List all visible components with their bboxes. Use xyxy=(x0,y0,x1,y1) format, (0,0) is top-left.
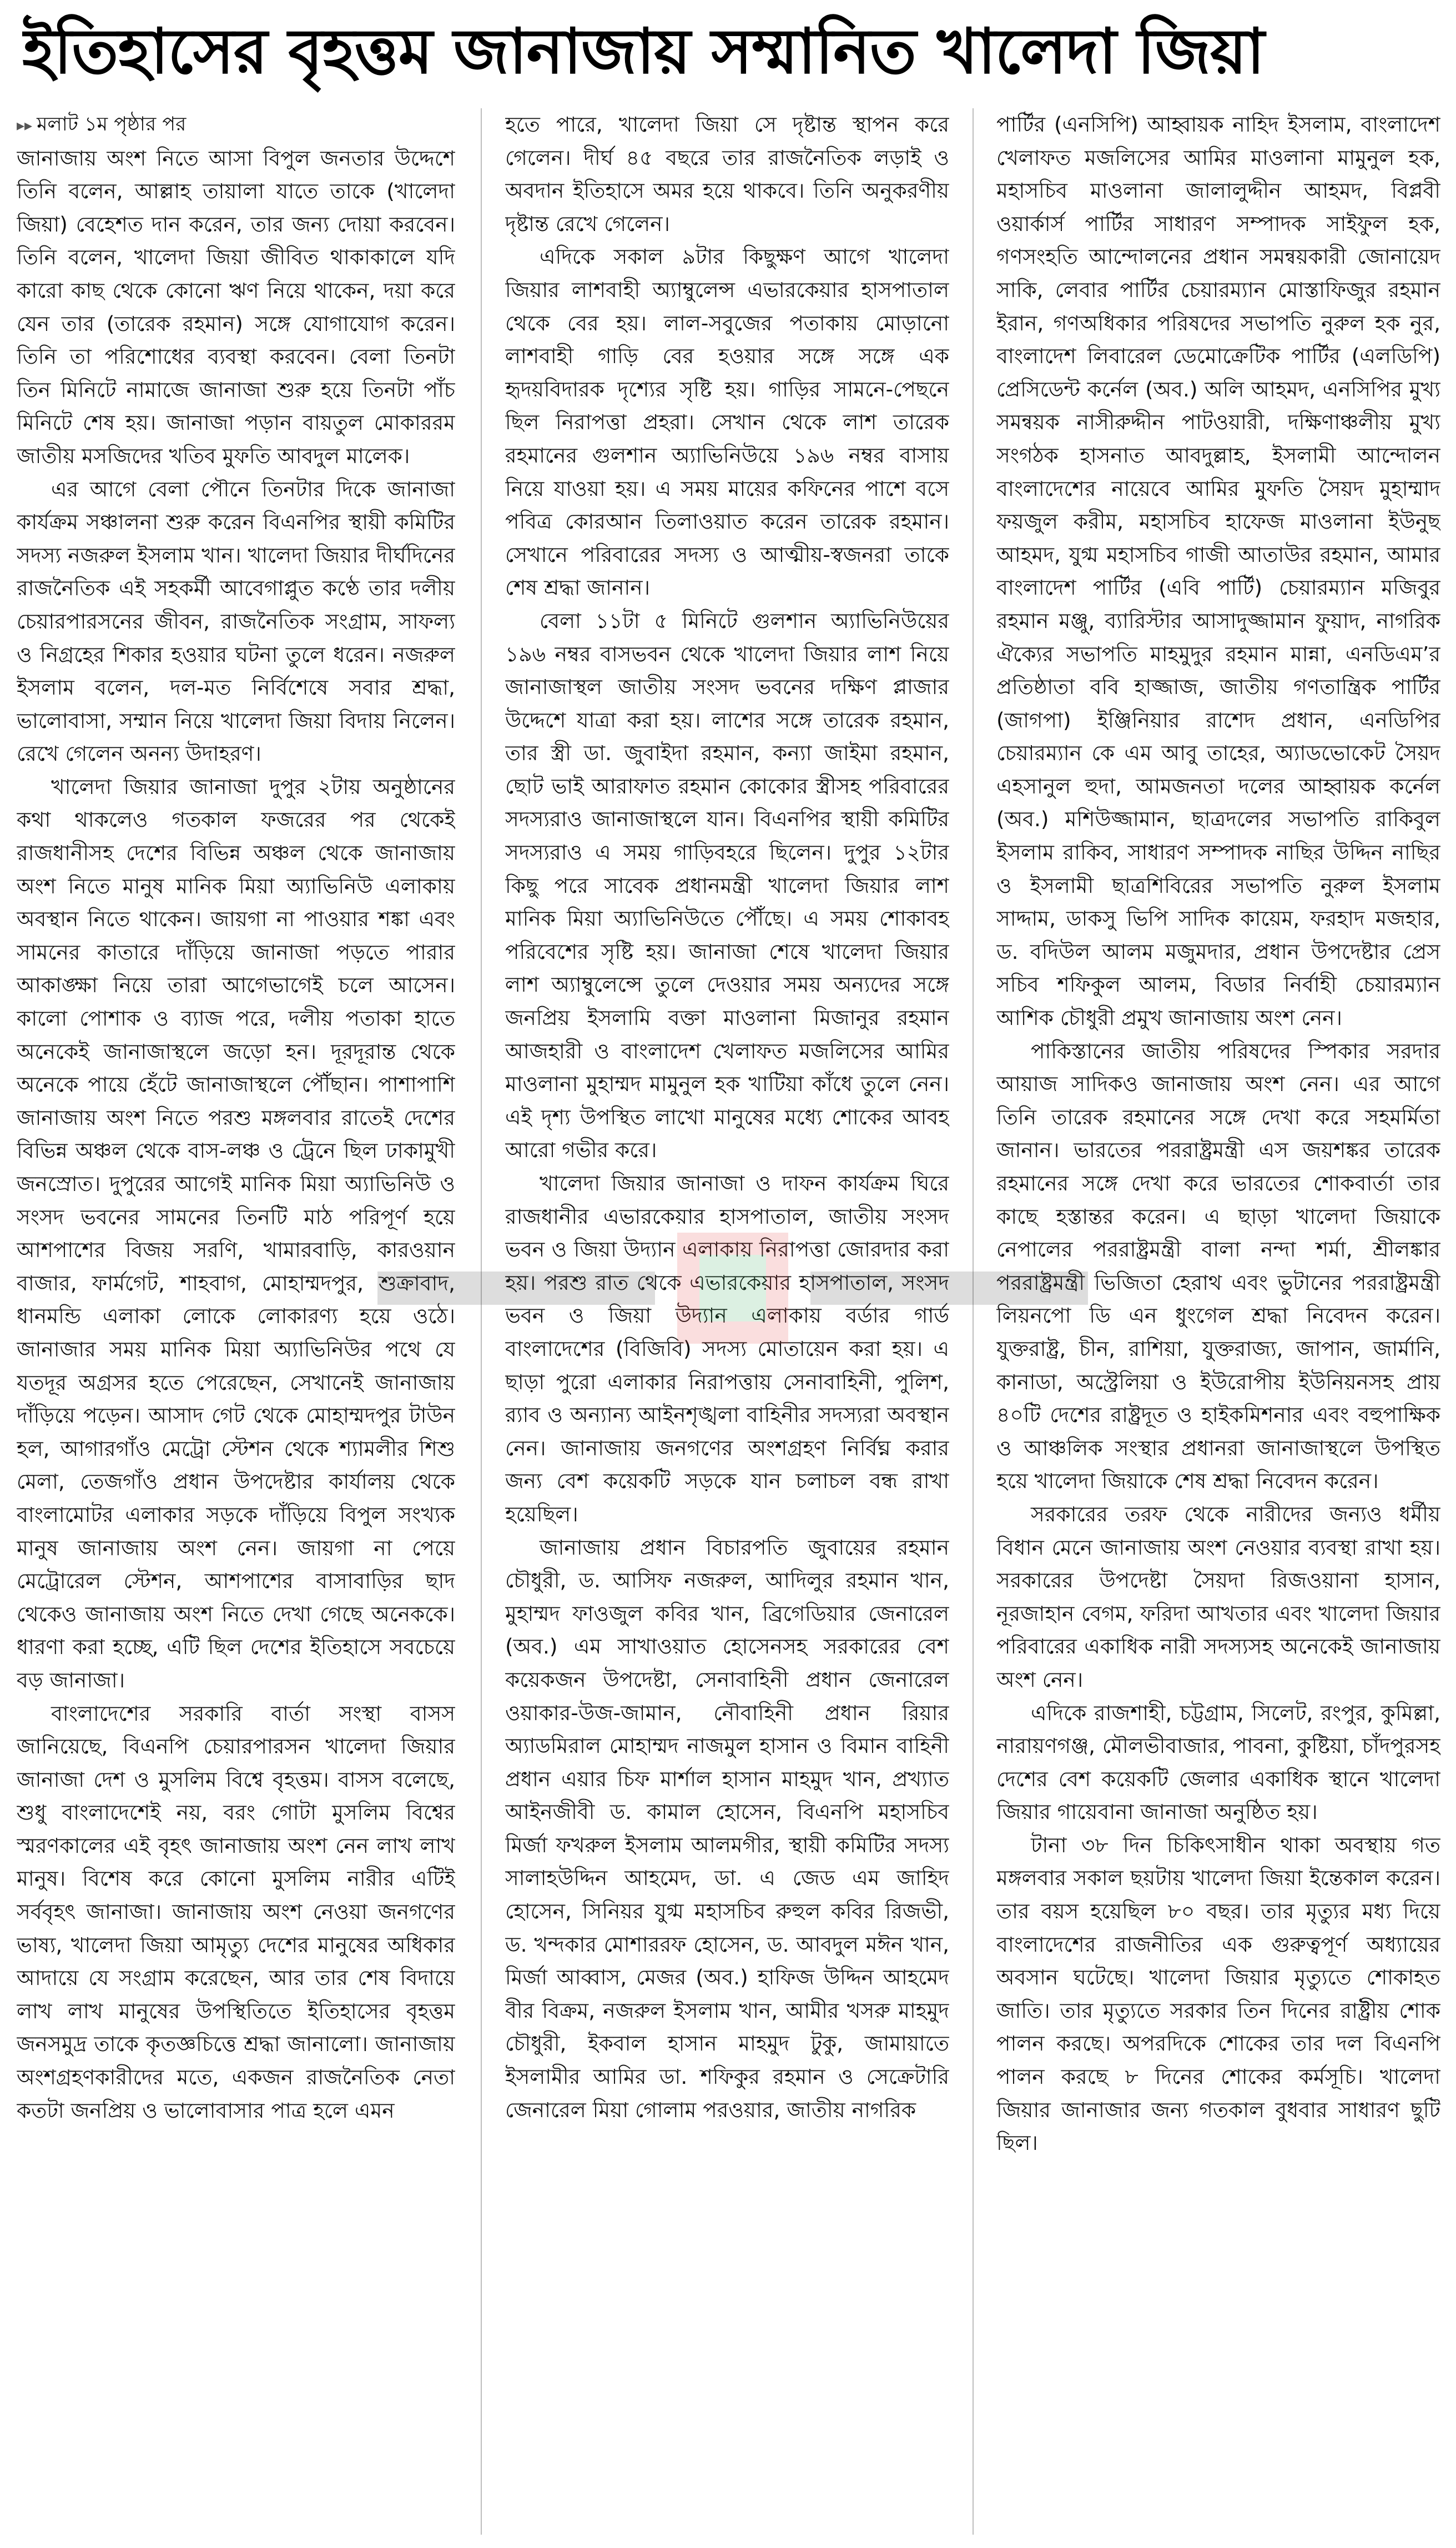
paragraph: এদিকে রাজশাহী, চট্টগ্রাম, সিলেট, রংপুর, কুমিল্লা, নারায়ণগঞ্জ, মৌলভীবাজার, পাবনা, কুষ্টিয়া, চাঁদপুরসহ দেশের বেশ কয়েকটি জেলার একাধিক স্থানে খালেদা জিয়ার গায়েবানা জানাজা অনুষ্ঠিত হয়। xyxy=(996,1700,1440,1825)
paragraph: খালেদা জিয়ার জানাজা দুপুর ২টায় অনুষ্ঠানের কথা থাকলেও গতকাল ফজরের পর থেকেই রাজধানীসহ দেশের বিভিন্ন অঞ্চল থেকে জানাজায় অংশ নিতে মানুষ মানিক মিয়া অ্যাভিনিউ এলাকায় অবস্থান নিতে থাকেন। জায়গা না পাওয়ার শঙ্কা এবং সামনের কাতারে দাঁড়িয়ে জানাজা পড়তে পারার আকাঙ্ক্ষা নিয়ে তারা আগেভাগেই চলে আসেন। কালো পোশাক ও ব্যাজ পরে, দলীয় পতাকা হাতে অনেকেই জানাজাস্থলে জড়ো হন। দূরদূরান্ত থেকে অনেকে পায়ে হেঁটে জানাজাস্থলে পৌঁছান। পাশাপাশি জানাজায় অংশ নিতে পরশু মঙ্গলবার রাতেই দেশের বিভিন্ন অঞ্চল থেকে বাস-লঞ্চ ও ট্রেনে ছিল ঢাকামুখী জনস্রোত। দুপুরের আগেই মানিক মিয়া অ্যাভিনিউ ও সংসদ ভবনের সামনের তিনটি মাঠ পরিপূর্ণ হয়ে আশপাশের বিজয় সরণি, খামারবাড়ি, কারওয়ান বাজার, ফার্মগেট, শাহবাগ, মোহাম্মদপুর, শুক্রাবাদ, ধানমন্ডি এলাকা লোকে লোকারণ্য হয়ে ওঠে। জানাজার সময় মানিক মিয়া অ্যাভিনিউর পথে যে যতদূর অগ্রসর হতে পেরেছেন, সেখানেই জানাজায় দাঁড়িয়ে পড়েন। আসাদ গেট থেকে মোহাম্মদপুর টাউন হল, আগারগাঁও মেট্রো স্টেশন থেকে শ্যামলীর শিশু মেলা, তেজগাঁও প্রধান উপদেষ্টার কার্যালয় থেকে বাংলামোটর এলাকার সড়কে দাঁড়িয়ে বিপুল সংখ্যক মানুষ জানাজায় অংশ নেন। জায়গা না পেয়ে মেট্রোরেল স্টেশন, আশপাশের বাসাবাড়ির ছাদ থেকেও জানাজায় অংশ নিতে দেখা গেছে অনেককে। ধারণা করা হচ্ছে, এটি ছিল দেশের ইতিহাসে সবচেয়ে বড় জানাজা। xyxy=(17,774,455,1692)
paragraph: বেলা ১১টা ৫ মিনিটে গুলশান অ্যাভিনিউয়ের ১৯৬ নম্বর বাসভবন থেকে খালেদা জিয়ার লাশ নিয়ে জানাজাস্থল জাতীয় সংসদ ভবনের দক্ষিণ প্লাজার উদ্দেশে যাত্রা করা হয়। লাশের সঙ্গে তারেক রহমান, তার স্ত্রী ডা. জুবাইদা রহমান, কন্যা জাইমা রহমান, ছোট ভাই আরাফাত রহমান কোকোর স্ত্রীসহ পরিবারের সদস্যরাও জানাজাস্থলে যান। বিএনপির স্থায়ী কমিটির সদস্যরাও এ সময় গাড়িবহরে ছিলেন। দুপুর ১২টার কিছু পরে সাবেক প্রধানমন্ত্রী খালেদা জিয়ার লাশ মানিক মিয়া অ্যাভিনিউতে পৌঁছে। এ সময় শোকাবহ পরিবেশের সৃষ্টি হয়। জানাজা শেষে খালেদা জিয়ার লাশ অ্যাম্বুলেন্সে তুলে দেওয়ার সময় অন্যদের সঙ্গে জনপ্রিয় ইসলামি বক্তা মাওলানা মিজানুর রহমান আজহারী ও বাংলাদেশ খেলাফত মজলিসের আমির মাওলানা মুহাম্মদ মামুনুল হক খাটিয়া কাঁধে তুলে নেন। এই দৃশ্য উপস্থিত লাখো মানুষের মধ্যে শোকের আবহ আরো গভীর করে। xyxy=(505,608,949,1163)
paragraph: পার্টির (এনসিপি) আহ্বায়ক নাহিদ ইসলাম, বাংলাদেশ খেলাফত মজলিসের আমির মাওলানা মামুনুল হক, মহাসচিব মাওলানা জালালুদ্দীন আহমদ, বিপ্লবী ওয়ার্কার্স পার্টির সাধারণ সম্পাদক সাইফুল হক, গণসংহতি আন্দোলনের প্রধান সমন্বয়কারী জোনায়েদ সাকি, লেবার পার্টির চেয়ারম্যান মোস্তাফিজুর রহমান ইরান, গণঅধিকার পরিষদের সভাপতি নুরুল হক নুর, বাংলাদেশ লিবারেল ডেমোক্রেটিক পার্টির (এলডিপি) প্রেসিডেন্ট কর্নেল (অব.) অলি আহমদ, এনসিপির মুখ্য সমন্বয়ক নাসীরুদ্দীন পাটওয়ারী, দক্ষিণাঞ্চলীয় মুখ্য সংগঠক হাসনাত আবদুল্লাহ, ইসলামী আন্দোলন বাংলাদেশের নায়েবে আমির মুফতি সৈয়দ মুহাম্মাদ ফয়জুল করীম, মহাসচিব হাফেজ মাওলানা ইউনুছ আহমদ, যুগ্ম মহাসচিব গাজী আতাউর রহমান, আমার বাংলাদেশ পার্টির (এবি পার্টি) চেয়ারম্যান মজিবুর রহমান মঞ্জু, ব্যারিস্টার আসাদুজ্জামান ফুয়াদ, নাগরিক ঐক্যের সভাপতি মাহমুদুর রহমান মান্না, এনডিএম’র প্রতিষ্ঠাতা ববি হাজ্জাজ, জাতীয় গণতান্ত্রিক পার্টির (জাগপা) ইঞ্জিনিয়ার রাশেদ প্রধান, এনডিপির চেয়ারম্যান কে এম আবু তাহের, অ্যাডভোকেট সৈয়দ এহসানুল হুদা, আমজনতা দলের আহ্বায়ক কর্নেল (অব.) মশিউজ্জামান, ছাত্রদলের সভাপতি রাকিবুল ইসলাম রাকিব, সাধারণ সম্পাদক নাছির উদ্দিন নাছির ও ইসলামী ছাত্রশিবিরের সভাপতি নুরুল ইসলাম সাদ্দাম, ডাকসু ভিপি সাদিক কায়েম, ফরহাদ মজহার, ড. বদিউল আলম মজুমদার, প্রধান উপদেষ্টার প্রেস সচিব শফিকুল আলম, বিডার নির্বাহী চেয়ারম্যান আশিক চৌধুরী প্রমুখ জানাজায় অংশ নেন। xyxy=(996,112,1440,1031)
paragraph: এদিকে সকাল ৯টার কিছুক্ষণ আগে খালেদা জিয়ার লাশবাহী অ্যাম্বুলেন্স এভারকেয়ার হাসপাতাল থেকে বের হয়। লাল-সবুজের পতাকায় মোড়ানো লাশবাহী গাড়ি বের হওয়ার সঙ্গে সঙ্গে এক হৃদয়বিদারক দৃশ্যের সৃষ্টি হয়। গাড়ির সামনে-পেছনে ছিল নিরাপত্তা প্রহরা। সেখান থেকে লাশ তারেক রহমানের গুলশান অ্যাভিনিউয়ে ১৯৬ নম্বর বাসায় নিয়ে যাওয়া হয়। এ সময় মায়ের কফিনের পাশে বসে পবিত্র কোরআন তিলাওয়াত করেন তারেক রহমান। সেখানে পরিবারের সদস্য ও আত্মীয়-স্বজনরা তাকে শেষ শ্রদ্ধা জানান। xyxy=(505,244,949,600)
headline: ইতিহাসের বৃহত্তম জানাজায় সম্মানিত খালেদা জিয়া xyxy=(22,16,1264,88)
continuation-arrow-icon: ▸▸ xyxy=(17,116,33,134)
article-column-3 xyxy=(996,108,1440,2535)
column-divider xyxy=(973,108,974,2535)
jump-line xyxy=(17,108,455,142)
paragraph: এর আগে বেলা পৌনে তিনটার দিকে জানাজা কার্যক্রম সঞ্চালনা শুরু করেন বিএনপির স্থায়ী কমিটির সদস্য নজরুল ইসলাম খান। খালেদা জিয়ার দীর্ঘদিনের রাজনৈতিক এই সহকর্মী আবেগাপ্লুত কণ্ঠে তার দলীয় চেয়ারপারসনের জীবন, রাজনৈতিক সংগ্রাম, সাফল্য ও নিগ্রহের শিকার হওয়ার ঘটনা তুলে ধরেন। নজরুল ইসলাম বলেন, দল-মত নির্বিশেষে সবার শ্রদ্ধা, ভালোবাসা, সম্মান নিয়ে খালেদা জিয়া বিদায় নিলেন। রেখে গেলেন অনন্য উদাহরণ। xyxy=(17,476,455,766)
paragraph: খালেদা জিয়ার জানাজা ও দাফন কার্যক্রম ঘিরে রাজধানীর এভারকেয়ার হাসপাতাল, জাতীয় সংসদ ভবন ও জিয়া উদ্যান এলাকায় নিরাপত্তা জোরদার করা হয়। পরশু রাত থেকে এভারকেয়ার হাসপাতাল, সংসদ ভবন ও জিয়া উদ্যান এলাকায় বর্ডার গার্ড বাংলাদেশের (বিজিবি) সদস্য মোতায়েন করা হয়। এ ছাড়া পুরো এলাকার নিরাপত্তায় সেনাবাহিনী, পুলিশ, র‍্যাব ও অন্যান্য আইনশৃঙ্খলা বাহিনীর সদস্যরা অবস্থান নেন। জানাজায় জনগণের অংশগ্রহণ নির্বিঘ্ন করার জন্য বেশ কয়েকটি সড়কে যান চলাচল বন্ধ রাখা হয়েছিল। xyxy=(505,1171,949,1526)
article-column-2 xyxy=(505,108,949,2535)
paragraph: বাংলাদেশের সরকারি বার্তা সংস্থা বাসস জানিয়েছে, বিএনপি চেয়ারপারসন খালেদা জিয়ার জানাজা দেশ ও মুসলিম বিশ্বে বৃহত্তম। বাসস বলেছে, শুধু বাংলাদেশেই নয়, বরং গোটা মুসলিম বিশ্বের স্মরণকালের এই বৃহৎ জানাজায় অংশ নেন লাখ লাখ মানুষ। বিশেষ করে কোনো মুসলিম নারীর এটিই সর্ববৃহৎ জানাজা। জানাজায় অংশ নেওয়া জনগণের ভাষ্য, খালেদা জিয়া আমৃত্যু দেশের মানুষের অধিকার আদায়ে যে সংগ্রাম করেছেন, আর তার শেষ বিদায়ে লাখ লাখ মানুষের উপস্থিতিতে ইতিহাসের বৃহত্তম জনসমুদ্র তাকে কৃতজ্ঞচিত্তে শ্রদ্ধা জানালো। জানাজায় অংশগ্রহণকারীদের মতে, একজন রাজনৈতিক নেতা কতটা জনপ্রিয় ও ভালোবাসার পাত্র হলে এমন xyxy=(17,1701,455,2123)
paragraph: সরকারের তরফ থেকে নারীদের জন্যও ধর্মীয় বিধান মেনে জানাজায় অংশ নেওয়ার ব্যবস্থা রাখা হয়। সরকারের উপদেষ্টা সৈয়দা রিজওয়ানা হাসান, নূরজাহান বেগম, ফরিদা আখতার এবং খালেদা জিয়ার পরিবারের একাধিক নারী সদস্যসহ অনেকেই জানাজায় অংশ নেন। xyxy=(996,1501,1440,1692)
paragraph: হতে পারে, খালেদা জিয়া সে দৃষ্টান্ত স্থাপন করে গেলেন। দীর্ঘ ৪৫ বছরে তার রাজনৈতিক লড়াই ও অবদান ইতিহাসে অমর হয়ে থাকবে। তিনি অনুকরণীয় দৃষ্টান্ত রেখে গেলেন। xyxy=(505,112,949,236)
jump-line-text: মলাট ১ম পৃষ্ঠার পর xyxy=(37,113,187,135)
paragraph: জানাজায় অংশ নিতে আসা বিপুল জনতার উদ্দেশে তিনি বলেন, আল্লাহ তায়ালা যাতে তাকে (খালেদা জিয়া) বেহেশত দান করেন, তার জন্য দোয়া করবেন। তিনি বলেন, খালেদা জিয়া জীবিত থাকাকালে যদি কারো কাছ থেকে কোনো ঋণ নিয়ে থাকেন, দয়া করে যেন তার (তারেক রহমান) সঙ্গে যোগাযোগ করেন। তিনি তা পরিশোধের ব্যবস্থা করবেন। বেলা তিনটা তিন মিনিটে নামাজে জানাজা শুরু হয়ে তিনটা পাঁচ মিনিটে শেষ হয়। জানাজা পড়ান বায়তুল মোকাররম জাতীয় মসজিদের খতিব মুফতি আবদুল মালেক। xyxy=(17,145,455,468)
paragraph: জানাজায় প্রধান বিচারপতি জুবায়ের রহমান চৌধুরী, ড. আসিফ নজরুল, আদিলুর রহমান খান, মুহাম্মদ ফাওজুল কবির খান, ব্রিগেডিয়ার জেনারেল (অব.) এম সাখাওয়াত হোসেনসহ সরকারের বেশ কয়েকজন উপদেষ্টা, সেনাবাহিনী প্রধান জেনারেল ওয়াকার-উজ-জামান, নৌবাহিনী প্রধান রিয়ার অ্যাডমিরাল মোহাম্মদ নাজমুল হাসান ও বিমান বাহিনী প্রধান এয়ার চিফ মার্শাল হাসান মাহমুদ খান, প্রখ্যাত আইনজীবী ড. কামাল হোসেন, বিএনপি মহাসচিব মির্জা ফখরুল ইসলাম আলমগীর, স্থায়ী কমিটির সদস্য সালাহউদ্দিন আহমেদ, ডা. এ জেড এম জাহিদ হোসেন, সিনিয়র যুগ্ম মহাসচিব রুহুল কবির রিজভী, ড. খন্দকার মোশাররফ হোসেন, ড. আবদুল মঈন খান, মির্জা আব্বাস, মেজর (অব.) হাফিজ উদ্দিন আহমেদ বীর বিক্রম, নজরুল ইসলাম খান, আমীর খসরু মাহমুদ চৌধুরী, ইকবাল হাসান মাহমুদ টুকু, জামায়াতে ইসলামীর আমির ডা. শফিকুর রহমান ও সেক্রেটারি জেনারেল মিয়া গোলাম পরওয়ার, জাতীয় নাগরিক xyxy=(505,1535,949,2122)
paragraph: টানা ৩৮ দিন চিকিৎসাধীন থাকা অবস্থায় গত মঙ্গলবার সকাল ছয়টায় খালেদা জিয়া ইন্তেকাল করেন। তার বয়স হয়েছিল ৮০ বছর। তার মৃত্যুর মধ্য দিয়ে বাংলাদেশের রাজনীতির এক গুরুত্বপূর্ণ অধ্যায়ের অবসান ঘটেছে। খালেদা জিয়ার মৃত্যুতে শোকাহত জাতি। তার মৃত্যুতে সরকার তিন দিনের রাষ্ট্রীয় শোক পালন করছে। অপরদিকে শোকের তার দল বিএনপি পালন করছে ৮ দিনের শোকের কর্মসূচি। খালেদা জিয়ার জানাজার জন্য গতকাল বুধবার সাধারণ ছুটি ছিল। xyxy=(996,1832,1440,2155)
paragraph: পাকিস্তানের জাতীয় পরিষদের স্পিকার সরদার আয়াজ সাদিকও জানাজায় অংশ নেন। এর আগে তিনি তারেক রহমানের সঙ্গে দেখা করে সহমর্মিতা জানান। ভারতের পররাষ্ট্রমন্ত্রী এস জয়শঙ্কর তারেক রহমানের সঙ্গে দেখা করে ভারতের শোকবার্তা তার কাছে হস্তান্তর করেন। এ ছাড়া খালেদা জিয়াকে নেপালের পররাষ্ট্রমন্ত্রী বালা নন্দা শর্মা, শ্রীলঙ্কার পররাষ্ট্রমন্ত্রী ভিজিতা হেরাথ এবং ভুটানের পররাষ্ট্রমন্ত্রী লিয়নপো ডি এন ধুংগেল শ্রদ্ধা নিবেদন করেন। যুক্তরাষ্ট্র, চীন, রাশিয়া, যুক্তরাজ্য, জাপান, জার্মানি, কানাডা, অস্ট্রেলিয়া ও ইউরোপীয় ইউনিয়নসহ প্রায় ৪০টি দেশের রাষ্ট্রদূত ও হাইকমিশনার এবং বহুপাক্ষিক ও আঞ্চলিক সংস্থার প্রধানরা জানাজাস্থলে উপস্থিত হয়ে খালেদা জিয়াকে শেষ শ্রদ্ধা নিবেদন করেন। xyxy=(996,1038,1440,1494)
column-divider xyxy=(481,108,482,2535)
article-column-1 xyxy=(17,108,455,2535)
